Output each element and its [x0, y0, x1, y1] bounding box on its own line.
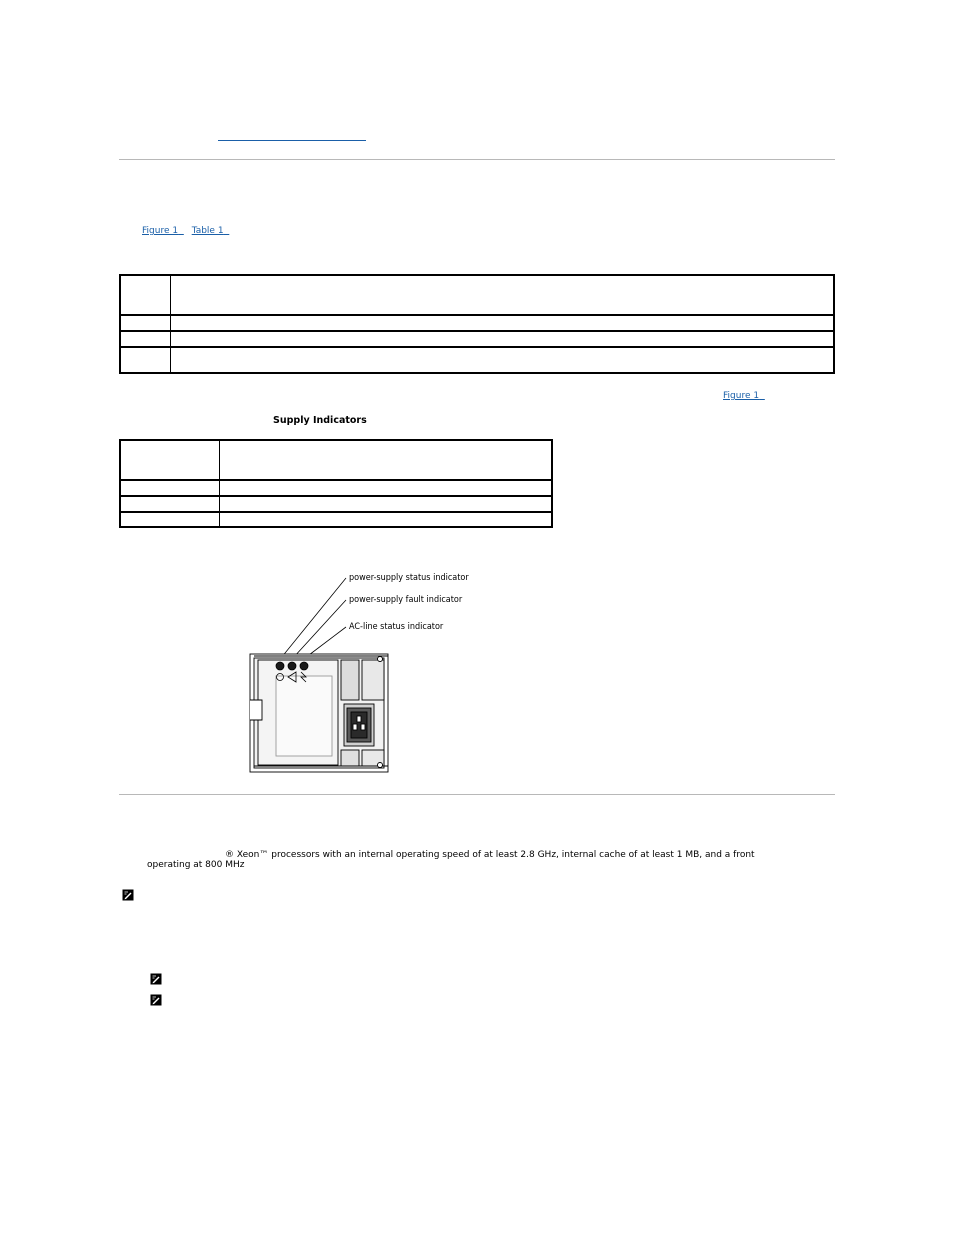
table-1 — [119, 274, 835, 374]
figure-1-link-right-gap[interactable] — [759, 391, 765, 401]
table-1-link-gap[interactable] — [224, 226, 230, 236]
table-row — [120, 480, 552, 496]
table-cell — [171, 347, 835, 373]
figure-1-link-right[interactable]: Figure 1 — [723, 391, 760, 401]
note-icon — [150, 994, 162, 1006]
acline-led-icon — [300, 662, 308, 670]
figure-1-link-gap[interactable] — [178, 226, 184, 236]
figure-1-link[interactable]: Figure 1 — [142, 226, 179, 236]
power-supply-illustration — [240, 560, 480, 780]
processor-line-2: operating at 800 MHz — [147, 860, 245, 870]
table-row — [120, 440, 552, 480]
top-link[interactable] — [218, 128, 366, 141]
table-row — [120, 315, 834, 331]
table-row — [120, 347, 834, 373]
table-cell — [171, 331, 835, 347]
fault-indicator-label: power-supply fault indicator — [349, 595, 463, 605]
power-supply-figure — [240, 560, 480, 780]
fault-led-icon — [288, 662, 296, 670]
table-cell — [120, 440, 220, 480]
table-cell — [171, 275, 835, 315]
table-row — [120, 275, 834, 315]
table-cell — [220, 512, 553, 527]
note-icon — [122, 889, 134, 901]
table-row — [120, 331, 834, 347]
acline-indicator-label: AC-line status indicator — [349, 622, 444, 632]
table-cell — [120, 480, 220, 496]
table-cell — [120, 315, 171, 331]
figure-1-ref — [723, 391, 765, 401]
table-1-link[interactable]: Table 1 — [191, 226, 224, 236]
processor-paragraph — [147, 850, 807, 870]
table-cell — [120, 275, 171, 315]
divider-bottom — [119, 794, 835, 795]
table-cell — [120, 512, 220, 527]
note-icon — [150, 973, 162, 985]
status-led-icon — [276, 662, 284, 670]
table-row — [120, 496, 552, 512]
reference-line — [142, 226, 229, 236]
status-indicator-label: power-supply status indicator — [349, 573, 469, 583]
processor-line-1: ® Xeon™ processors with an internal operating speed of at least 2.8 GHz, internal cache of at least 1 MB, and a front — [225, 850, 755, 860]
table-cell — [220, 480, 553, 496]
table-2 — [119, 439, 553, 528]
table-2-caption: Supply Indicators — [273, 415, 367, 426]
table-row — [120, 512, 552, 527]
table-cell — [120, 331, 171, 347]
table-cell — [220, 440, 553, 480]
table-cell — [220, 496, 553, 512]
table-cell — [171, 315, 835, 331]
divider-top — [119, 159, 835, 160]
table-cell — [120, 347, 171, 373]
table-cell — [120, 496, 220, 512]
